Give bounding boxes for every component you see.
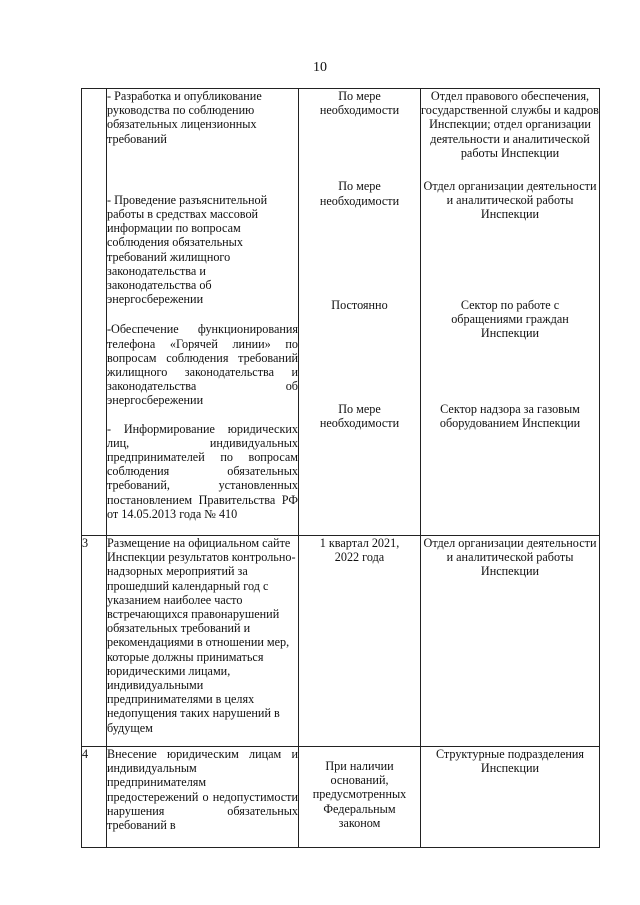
table-row — [82, 89, 600, 536]
term-item: При наличии оснований, предусмотренных Федеральным законом — [312, 759, 407, 830]
responsible-cell: Структурные подразделения Инспекции — [421, 747, 600, 848]
term-item: 1 квартал 2021, 2022 года — [319, 536, 400, 565]
activity-item: - Разработка и опубликование руководства по соблюдению обязательных лицензионных требований — [107, 89, 262, 146]
measures-table — [81, 88, 600, 848]
responsible-cell — [421, 89, 600, 536]
row-number-cell: 3 — [82, 536, 107, 747]
responsible-item: Сектор надзора за газовым оборудованием Инспекции — [439, 402, 581, 431]
responsible-cell: Отдел организации деятельности и аналитической работы Инспекции — [421, 536, 600, 747]
activity-item: - Проведение разъяснительной работы в средствах массовой информации по вопросам соблюдения обязательных требований жилищного законодательства и законодательства об энергосбережении — [107, 192, 268, 307]
responsible-item: Сектор по работе с обращениями граждан Инспекции — [451, 297, 569, 341]
row-number-cell — [82, 89, 107, 536]
term-item: По мере необходимости — [319, 179, 400, 208]
activity-cell: Размещение на официальном сайте Инспекции результатов контрольно-надзорных мероприятий за прошедший календарный год с указанием наиболее часто встречающихся правонарушений обязательных требований и рекомендациями в отношении мер, которые должны приниматься юридическими лицами, индивидуальными предпринимателями в целях недопущения таких нарушений в будущем — [107, 536, 299, 747]
term-item: Постоянно — [331, 297, 388, 312]
responsible-item: Отдел правового обеспечения, государственной службы и кадров Инспекции; отдел организации деятельности и аналитической работы Инспекции — [421, 89, 599, 160]
table-row — [82, 747, 600, 848]
responsible-item: Отдел организации деятельности и аналитической работы Инспекции — [423, 179, 597, 222]
row-number-cell: 4 — [82, 747, 107, 848]
activity-cell: Внесение юридическим лицам и индивидуальным предпринимателям предостережений о недопустимости нарушения обязательных требований в — [107, 747, 299, 848]
activity-cell — [107, 89, 299, 536]
term-cell — [299, 89, 421, 536]
term-cell — [299, 536, 421, 747]
term-item: По мере необходимости — [319, 89, 400, 118]
page-number: 10 — [313, 60, 327, 75]
activity-item: - Информирование юридических лиц, индивидуальных предпринимателей по вопросам соблюдения обязательных требований, установленных постановлением Правительства РФ от 14.05.2013 года № 410 — [107, 421, 298, 521]
activity-item: -Обеспечение функционирования телефона «Горячей линии» по вопросам соблюдения требований жилищного законодательства и законодательства об энергосбережении — [107, 322, 298, 408]
table-row — [82, 536, 600, 747]
term-item: По мере необходимости — [319, 402, 400, 431]
term-cell — [299, 747, 421, 848]
